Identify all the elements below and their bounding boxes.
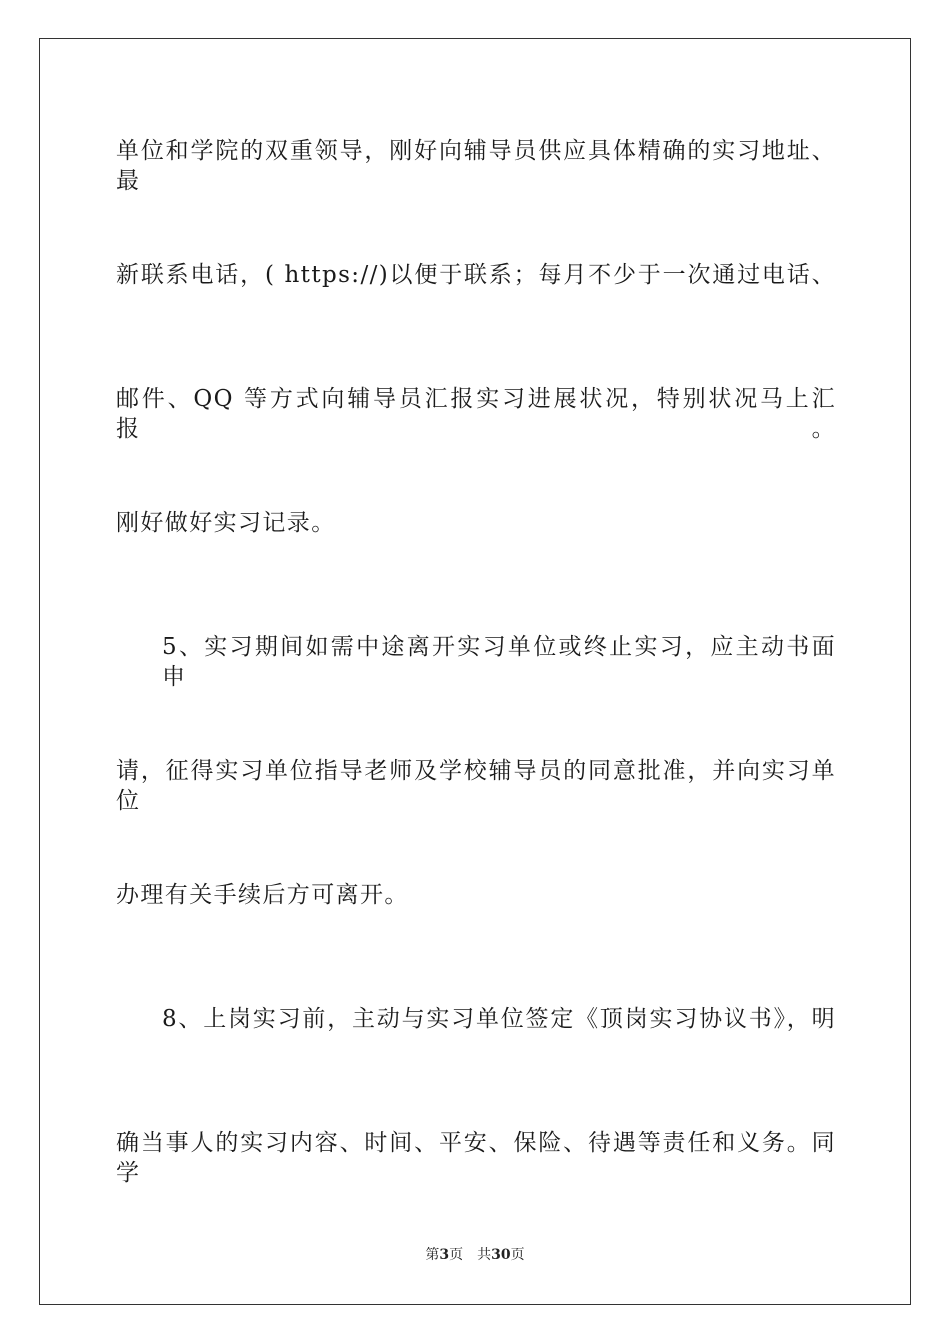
body-line-4: 刚好做好实习记录。 xyxy=(116,510,336,536)
body-line-2: 新联系电话，( https://)以便于联系；每月不少于一次通过电话、 xyxy=(116,262,836,288)
body-line-6: 请，征得实习单位指导老师及学校辅导员的同意批准，并向实习单位 xyxy=(116,758,836,814)
footer-total-suffix: 页 xyxy=(510,1247,525,1263)
footer-page-number: 3 xyxy=(439,1247,450,1263)
body-line-8: 8、上岗实习前，主动与实习单位签定《顶岗实习协议书》，明 xyxy=(162,1006,836,1032)
footer-total-number: 30 xyxy=(491,1247,511,1263)
footer-page-suffix: 页 xyxy=(449,1247,464,1263)
page-footer xyxy=(0,1246,950,1264)
body-line-7: 办理有关手续后方可离开。 xyxy=(116,882,409,908)
body-line-3: 邮件、QQ 等方式向辅导员汇报实习进展状况，特别状况马上汇报。 xyxy=(116,386,836,442)
body-line-9: 确当事人的实习内容、时间、平安、保险、待遇等责任和义务。同学 xyxy=(116,1130,836,1186)
footer-page-prefix: 第 xyxy=(425,1247,440,1263)
body-line-5: 5、实习期间如需中途离开实习单位或终止实习，应主动书面申 xyxy=(162,634,836,690)
body-line-1: 单位和学院的双重领导，刚好向辅导员供应具体精确的实习地址、最 xyxy=(116,138,836,194)
footer-total-prefix: 共 xyxy=(477,1247,492,1263)
